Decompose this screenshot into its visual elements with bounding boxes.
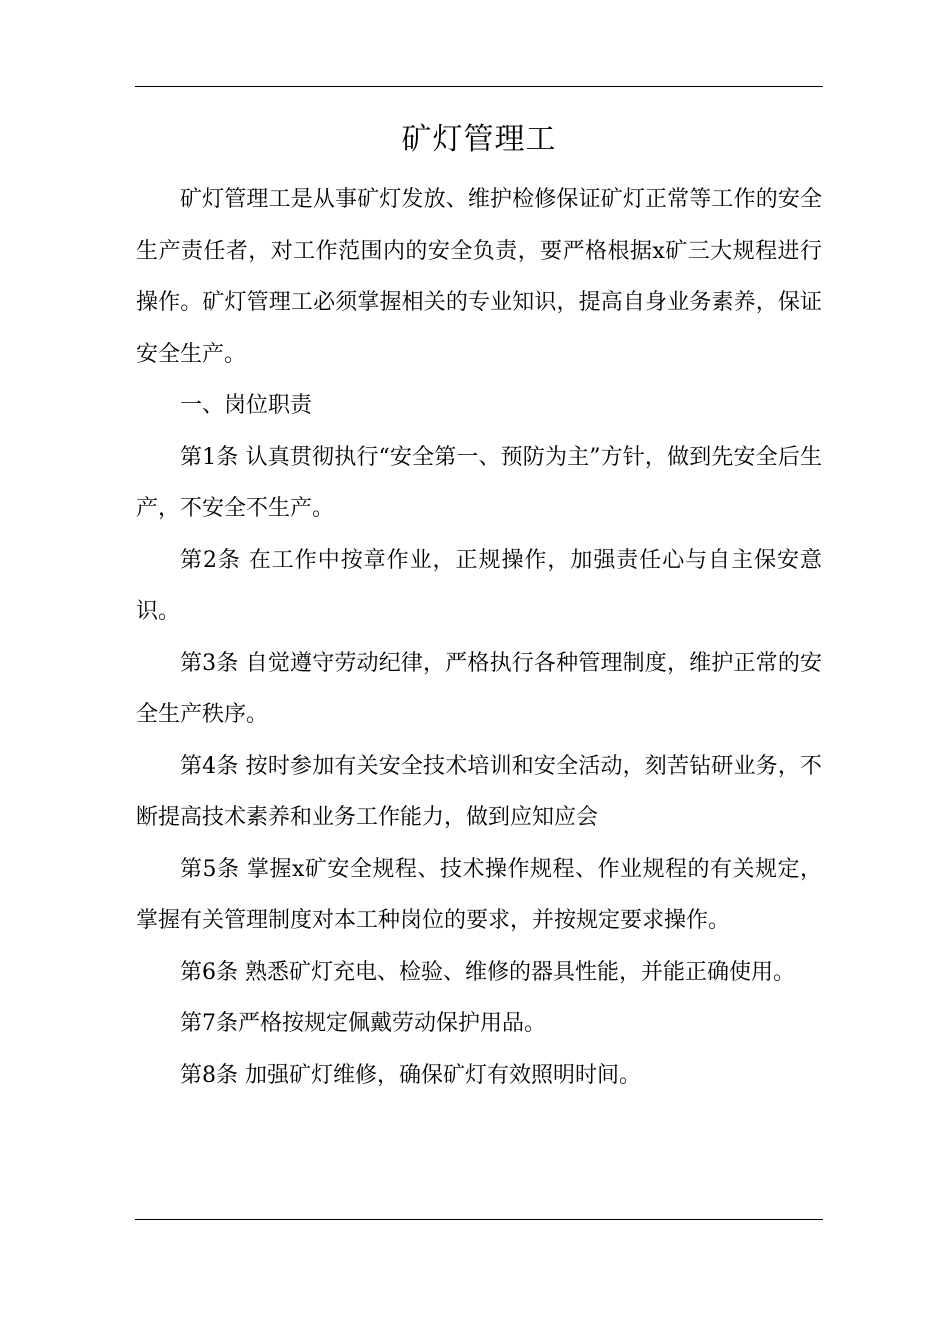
article-8: 第8条 加强矿灯维修，确保矿灯有效照明时间。 (180, 1062, 641, 1088)
footer-rule (135, 1219, 823, 1220)
article-3: 第3条 自觉遵守劳动纪律，严格执行各种管理制度，维护正常的安全生产秩序。 (136, 650, 822, 727)
header-rule (135, 86, 823, 87)
document-title: 矿灯管理工 (401, 122, 557, 157)
article-5: 第5条 掌握x矿安全规程、技术操作规程、作业规程的有关规定，掌握有关管理制度对本工种岗位的要求，并按规定要求操作。 (136, 856, 822, 933)
section-heading-duties: 一、岗位职责 (180, 393, 313, 418)
article-2: 第2条 在工作中按章作业，正规操作，加强责任心与自主保安意识。 (136, 547, 822, 624)
article-4: 第4条 按时参加有关安全技术培训和安全活动，刻苦钻研业务，不断提高技术素养和业务工作能力，做到应知应会 (136, 753, 822, 830)
intro-paragraph: 矿灯管理工是从事矿灯发放、维护检修保证矿灯正常等工作的安全生产责任者，对工作范围内的安全负责，要严格根据x矿三大规程进行操作。矿灯管理工必须掌握相关的专业知识，提高自身业务素养，保证安全生产。 (136, 187, 822, 367)
article-6: 第6条 熟悉矿灯充电、检验、维修的器具性能，并能正确使用。 (180, 959, 795, 985)
article-1: 第1条 认真贯彻执行“安全第一、预防为主”方针，做到先安全后生产，不安全不生产。 (136, 444, 822, 521)
document-body (136, 112, 822, 1101)
article-7: 第7条严格按规定佩戴劳动保护用品。 (180, 1011, 546, 1036)
